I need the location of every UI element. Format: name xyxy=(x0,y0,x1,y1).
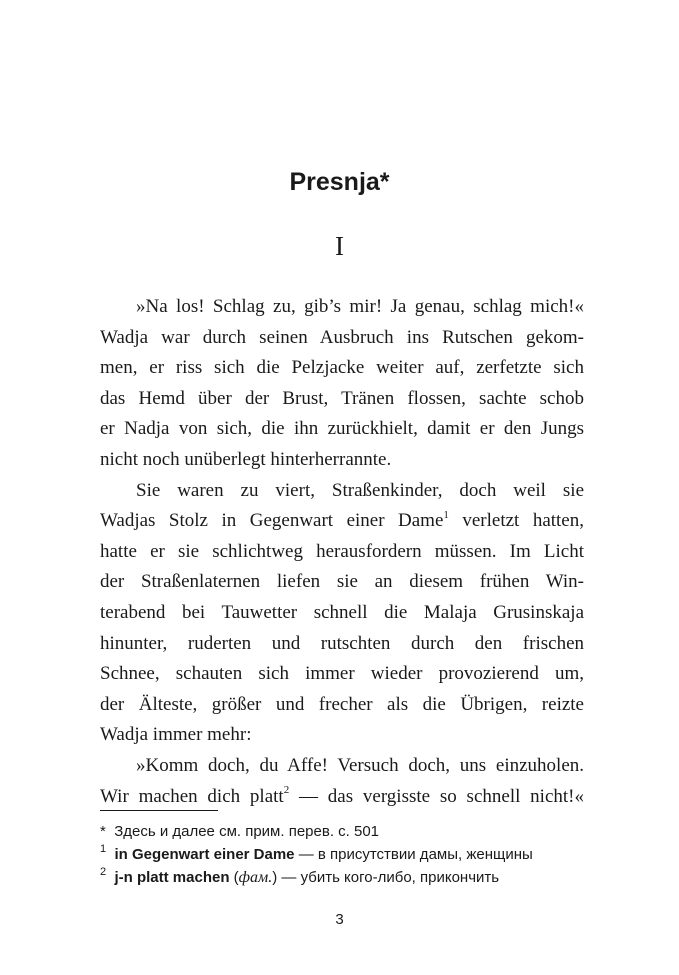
text-segment: Wir machen dich platt xyxy=(100,785,284,807)
chapter-title: Presnja* xyxy=(289,168,390,196)
text-line: der Straßenlaternen liefen sie an diesem frühen Win- xyxy=(100,571,584,593)
text-line: »Na los! Schlag zu, gib’s mir! Ja genau, schlag mich!« xyxy=(136,296,584,317)
text-line: hatte er sie schlichtweg herausfordern müssen. Im Licht xyxy=(100,540,584,562)
text-line: nicht noch unüberlegt hinterherrannte. xyxy=(100,448,392,470)
text-line: Schnee, schauten sich immer wieder provozierend um, xyxy=(100,663,584,685)
footnote-divider xyxy=(100,810,218,811)
section-number: I xyxy=(335,231,344,261)
text-segment: verletzt hatten, xyxy=(448,510,584,532)
page-number: 3 xyxy=(335,911,344,928)
text-line: Wadja war durch seinen Ausbruch ins Rutschen gekom- xyxy=(100,326,584,348)
text-line: der Älteste, größer und frecher als die Übrigen, reizte xyxy=(100,693,584,715)
text-line: men, er riss sich die Pelzjacke weiter auf, zerfetzte sich xyxy=(100,357,584,379)
footnote-term: j-n platt machen xyxy=(114,869,230,886)
footnote-marker: * xyxy=(100,823,106,840)
text-line: Sie waren zu viert, Straßenkinder, doch weil sie xyxy=(136,479,584,501)
text-line xyxy=(100,782,584,813)
paragraph xyxy=(100,751,584,812)
text-line: hinunter, ruderten und rutschten durch den frischen xyxy=(100,632,584,654)
footnote-marker: 1 xyxy=(100,843,107,855)
paragraph xyxy=(100,476,584,751)
footnote xyxy=(100,843,584,866)
text-segment: Wadjas Stolz in Gegenwart einer Dame xyxy=(100,510,444,532)
footnote-text: — убить кого-либо, прикончить xyxy=(277,869,500,886)
footnote-marker: 2 xyxy=(100,866,107,878)
footnote xyxy=(100,820,584,843)
footnote-text: — в присутствии дамы, женщины xyxy=(294,846,533,863)
footnote-text: Здесь и далее см. прим. перев. с. 501 xyxy=(114,823,380,840)
text-line: er Nadja von sich, die ihn zurückhielt, damit er den Jungs xyxy=(100,418,584,440)
footnote-term: in Gegenwart einer Dame xyxy=(114,846,295,863)
footnote-usage-note: фам. xyxy=(238,869,273,886)
footnote: $^2$ j-n platt machen (фам.) — убить кого-либо, прикончить xyxy=(100,866,500,886)
paragraph xyxy=(100,292,584,476)
footnotes xyxy=(100,820,584,889)
text-line: das Hemd über der Brust, Tränen flossen, sachte schob xyxy=(100,387,584,409)
footnote-ref: 1 xyxy=(443,508,449,521)
text-segment: — das vergisste so schnell nicht!« xyxy=(289,785,584,807)
text-line: »Komm doch, du Affe! Versuch doch, uns einzuholen. xyxy=(136,754,584,776)
footnote-ref: 2 xyxy=(283,784,290,797)
body-text xyxy=(100,292,584,812)
text-line xyxy=(100,506,584,537)
text-line: terabend bei Tauwetter schnell die Malaja Grusinskaja xyxy=(100,601,584,623)
text-line: Wadja immer mehr: xyxy=(100,724,252,746)
